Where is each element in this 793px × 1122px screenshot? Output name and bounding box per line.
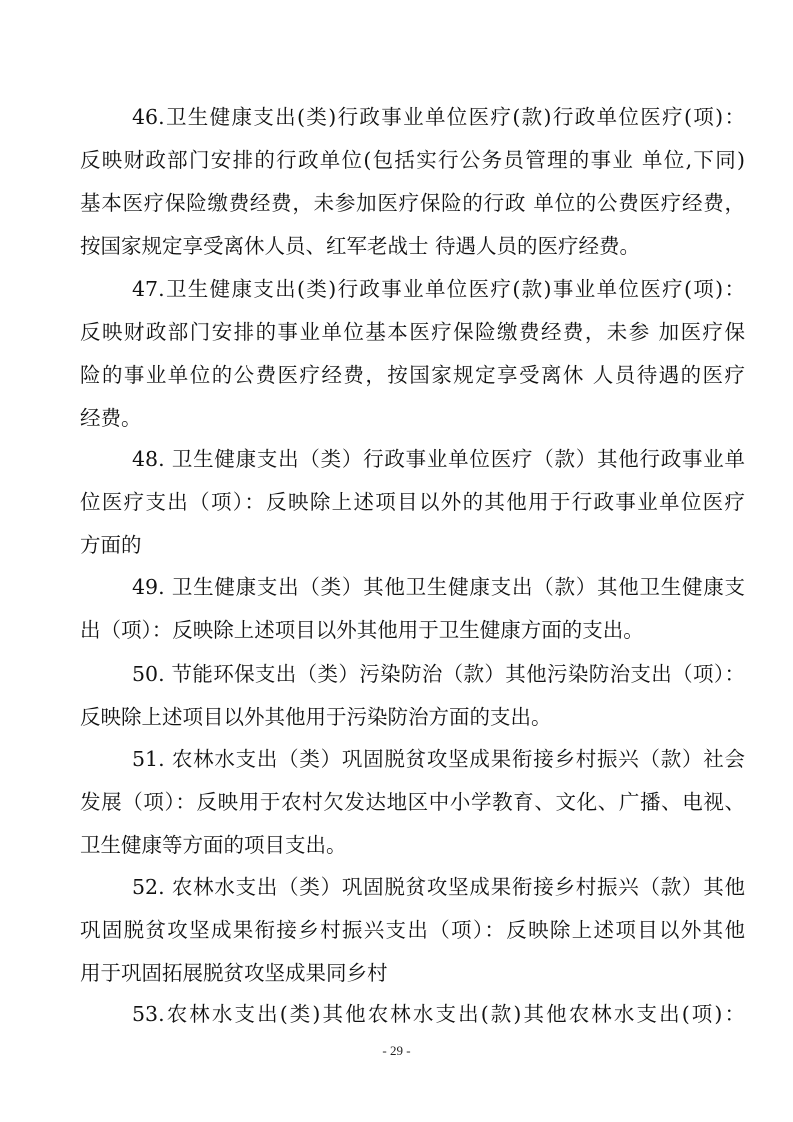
paragraph-51 — [80, 738, 745, 867]
text-line: 50. 节能环保支出（类）污染防治（款）其他污染防治支出（项）： — [132, 662, 745, 686]
text-line: 53.农林水支出(类)其他农林水支出(款)其他农林水支出(项)： — [132, 1002, 745, 1026]
text-line: 卫生健康等方面的项目支出。 — [80, 833, 347, 857]
paragraph-50 — [80, 653, 745, 739]
text-line: 险的事业单位的公费医疗经费，按国家规定享受离休 人员待遇的医疗 — [80, 363, 745, 387]
text-line: 按国家规定享受离休人员、红军老战士 待遇人员的医疗经费。 — [80, 234, 641, 258]
paragraph-46 — [80, 96, 745, 268]
text-line: 51. 农林水支出（类）巩固脱贫攻坚成果衔接乡村振兴（款）社会 — [132, 747, 745, 771]
paragraph-52 — [80, 866, 745, 995]
text-line: 52. 农林水支出（类）巩固脱贫攻坚成果衔接乡村振兴（款）其他 — [132, 875, 745, 899]
text-line: 反映除上述项目以外其他用于污染防治方面的支出。 — [80, 705, 552, 729]
text-line: 位医疗支出（项）：反映除上述项目以外的其他用于行政事业单位医疗 — [80, 490, 745, 514]
paragraph-48 — [80, 438, 745, 567]
text-line: 经费。 — [80, 406, 142, 430]
text-line: 出（项）：反映除上述项目以外其他用于卫生健康方面的支出。 — [80, 618, 644, 642]
text-line: 反映财政部门安排的行政单位(包括实行公务员管理的事业 单位,下同) — [80, 148, 745, 172]
text-line: 用于巩固拓展脱贫攻坚成果同乡村 — [80, 961, 388, 985]
text-line: 基本医疗保险缴费经费，未参加医疗保险的行政 单位的公费医疗经费， — [80, 191, 745, 215]
text-line: 47.卫生健康支出(类)行政事业单位医疗(款)事业单位医疗(项)： — [132, 277, 745, 301]
paragraph-49 — [80, 566, 745, 652]
text-line: 49. 卫生健康支出（类）其他卫生健康支出（款）其他卫生健康支 — [132, 575, 745, 599]
text-line: 48. 卫生健康支出（类）行政事业单位医疗（款）其他行政事业单 — [132, 447, 745, 471]
text-line: 发展（项）：反映用于农村欠发达地区中小学教育、文化、广播、电视、 — [80, 790, 745, 814]
text-line: 46.卫生健康支出(类)行政事业单位医疗(款)行政单位医疗(项)： — [132, 105, 745, 129]
text-line: 反映财政部门安排的事业单位基本医疗保险缴费经费，未参 加医疗保 — [80, 320, 745, 344]
paragraph-53 — [80, 993, 745, 1036]
page-number: - 29 - — [382, 1043, 411, 1058]
text-line: 方面的 — [80, 533, 142, 557]
paragraph-47 — [80, 268, 745, 440]
text-line: 巩固脱贫攻坚成果衔接乡村振兴支出（项）：反映除上述项目以外其他 — [80, 918, 745, 942]
